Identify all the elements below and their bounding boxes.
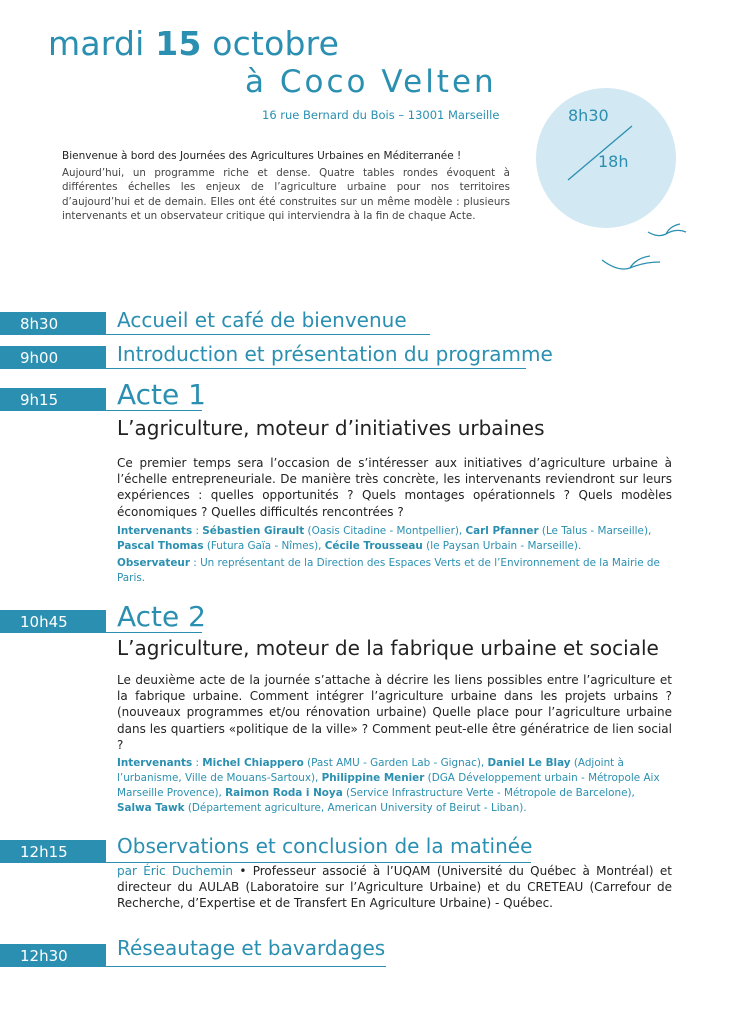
speaker-org: (Oasis Citadine - Montpellier), [307, 525, 463, 537]
acte-subtitle: L’agriculture, moteur de la fabrique urbaine et sociale [117, 636, 659, 660]
speaker-name: Pascal Thomas [117, 540, 204, 552]
acte-description: Ce premier temps sera l’occasion de s’intéresser aux initiatives d’agriculture urbaine à l’échelle entrepreneuriale. De manière très concrète, les intervenants reviendront sur leurs expériences : quelles opportunités ? Quels montages opérationnels ? Quels modèles économiques ? Quelles difficultés rencontrées ? [117, 456, 672, 519]
conclusion-speaker: par Éric Duchemin [117, 864, 234, 878]
speaker-name: Salwa Tawk [117, 802, 185, 814]
time-badge: 12h15 [0, 840, 106, 863]
acte-description: Le deuxième acte de la journée s’attache à décrire les liens possibles entre l’agriculture et la fabrique urbaine. Comment intégrer l’agriculture urbaine dans les projets urbains ? (nouveaux programmes et/ou rénovation urbaine) Quelle place pour l’agriculture urbaine dans les quartiers «politique de la ville» ? Comment peut-elle être génératrice de lien social ? [117, 673, 672, 752]
event-date-number: 15 [155, 24, 202, 63]
birds-icon [600, 222, 710, 282]
intro-text: Aujourd’hui, un programme riche et dense. Quatre tables rondes évoquent à différentes échelles les enjeux de l’agriculture urbaine pour nos territoires d’aujourd’hui et de demain. Elles ont été construites sur un même modèle : plusieurs intervenants et un observateur critique qui interviendra à la fin de chaque Acte. [62, 167, 510, 223]
acte-title: Acte 1 [117, 378, 206, 411]
time-end: 18h [598, 152, 629, 171]
acte-subtitle: L’agriculture, moteur d’initiatives urbaines [117, 416, 545, 440]
conclusion-text [117, 863, 672, 912]
time-badge: 12h30 [0, 944, 106, 967]
speakers-list: Intervenants : Sébastien Girault (Oasis Citadine - Montpellier), Carl Pfanner (Le Talus - Marseille), Pascal Thomas (Futura Gaïa - Nîmes), Cécile Trousseau (le Paysan Urbain - Marseille). [117, 525, 652, 552]
speaker-org: (Past AMU - Garden Lab - Gignac), [307, 757, 485, 769]
section-underline [106, 334, 430, 335]
speaker-org: (Adjoint à l’urbanisme, Ville de Mouans-Sartoux), [117, 757, 624, 784]
time-start: 8h30 [568, 106, 609, 125]
speaker-name: Michel Chiappero [202, 757, 304, 769]
time-badge: 9h15 [0, 388, 106, 411]
speaker-name: Cécile Trousseau [324, 540, 423, 552]
speaker-org: (Département agriculture, American University of Beirut - Liban). [187, 802, 527, 814]
speaker-org: (Futura Gaïa - Nîmes), [206, 540, 322, 552]
section-title: Observations et conclusion de la matinée [117, 834, 533, 858]
speaker-name: Daniel Le Blay [487, 757, 571, 769]
section-title: Réseautage et bavardages [117, 936, 386, 960]
section-underline [106, 966, 386, 967]
event-month: octobre [212, 24, 340, 63]
speaker-org: (Service Infrastructure Verte - Métropole de Barcelone), [346, 787, 635, 799]
speaker-name: Sébastien Girault [202, 525, 305, 537]
acte-title: Acte 2 [117, 600, 206, 633]
speaker-name: Carl Pfanner [465, 525, 539, 537]
event-venue: à Coco Velten [245, 64, 497, 100]
intro-title: Bienvenue à bord des Journées des Agricultures Urbaines en Méditerranée ! [62, 150, 462, 162]
speakers-label: Intervenants [117, 757, 193, 769]
speaker-org: (Le Talus - Marseille), [541, 525, 652, 537]
observer-label: Observateur [117, 557, 190, 569]
speakers-list: Intervenants : Michel Chiappero (Past AMU - Garden Lab - Gignac), Daniel Le Blay (Adjoint à l’urbanisme, Ville de Mouans-Sartoux), Philippine Menier (DGA Développement urbain - Métropole Aix Marseille Provence), Raimon Roda i Noya (Service Infrastructure Verte - Métropole de Barcelone), Salwa Tawk (Département agriculture, American University of Beirut - Liban). [117, 757, 660, 814]
speaker-name: Raimon Roda i Noya [225, 787, 343, 799]
speakers-label: Intervenants [117, 525, 193, 537]
section-title: Introduction et présentation du programme [117, 342, 553, 366]
conclusion-bio: • Professeur associé à l’UQAM (Université du Québec à Montréal) et directeur du AULAB (Laboratoire sur l’Agriculture Urbaine) et du CRETEAU (Carrefour de Recherche, d’Expertise et de Transfert En Agriculture Urbaine) - Québec. [117, 864, 672, 911]
time-badge: 8h30 [0, 312, 106, 335]
observer-text: Un représentant de la Direction des Espaces Verts et de l’Environnement de la Mairie de Paris. [117, 557, 660, 584]
section-title: Accueil et café de bienvenue [117, 308, 407, 332]
event-address: 16 rue Bernard du Bois – 13001 Marseille [262, 108, 500, 122]
speaker-name: Philippine Menier [321, 772, 425, 784]
speaker-org: (le Paysan Urbain - Marseille). [426, 540, 582, 552]
section-underline [106, 368, 526, 369]
observer-line: Observateur : Un représentant de la Direction des Espaces Verts et de l’Environnement de la Mairie de Paris. [117, 557, 660, 584]
event-day: mardi [48, 24, 145, 63]
speaker-org: (DGA Développement urbain - Métropole Aix Marseille Provence), [117, 772, 660, 799]
event-date [48, 24, 339, 63]
time-badge: 9h00 [0, 346, 106, 369]
time-badge: 10h45 [0, 610, 106, 633]
